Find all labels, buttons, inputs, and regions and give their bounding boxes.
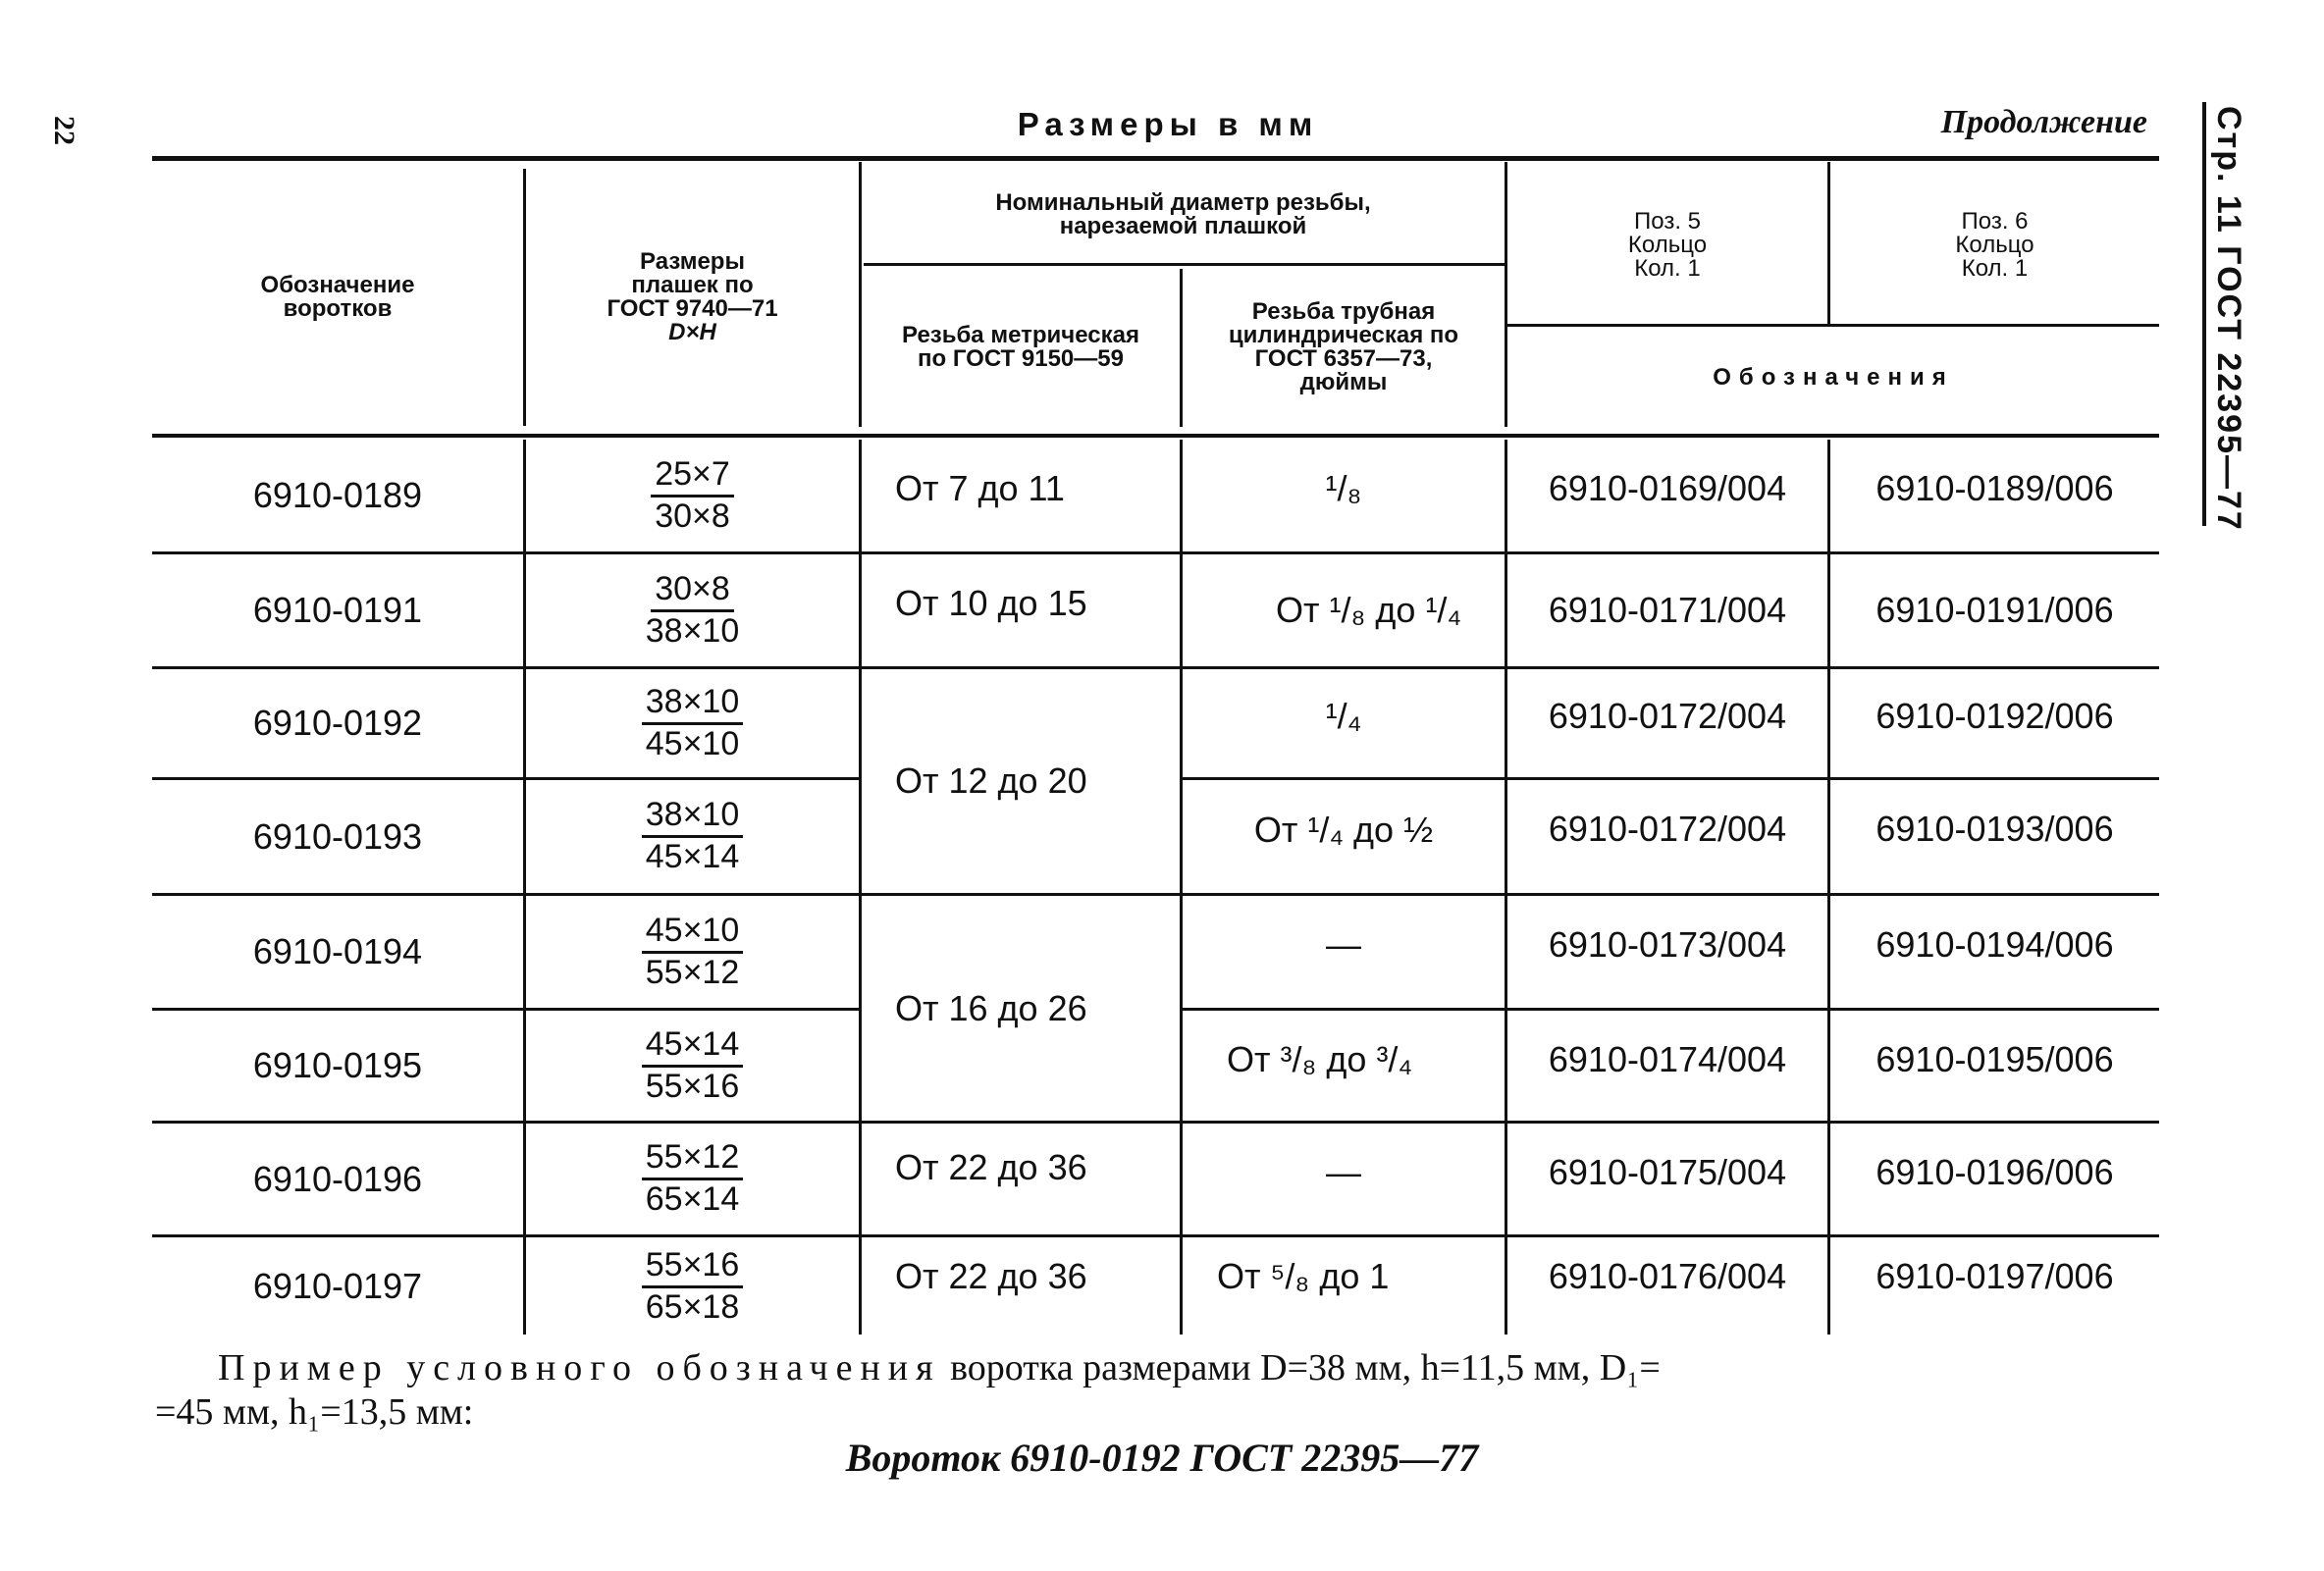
table-cell-pipe: — [1326, 924, 1361, 965]
table-cell-size [526, 554, 859, 666]
table-cell-pos5: 6910-0176/004 [1548, 1256, 1787, 1296]
header-nominal-diameter [862, 169, 1505, 261]
table-cell-size [526, 896, 859, 1008]
size-top: 38×10 [642, 798, 744, 838]
header-subrule [864, 263, 1506, 266]
table-cell-pos6: 6910-0192/006 [1875, 696, 2114, 736]
table-cell-pipe: От ¹/₄ до ½ [1253, 810, 1434, 850]
table-cell-pos6: 6910-0191/006 [1875, 590, 2114, 630]
table-cell-metric: От 16 до 26 [895, 987, 1087, 1028]
size-bottom: 65×14 [645, 1180, 740, 1218]
table-cell-pos5: 6910-0175/004 [1548, 1152, 1787, 1192]
table-cell-pos6: 6910-0194/006 [1875, 924, 2114, 965]
example-text-2: =45 мм, h₁=13,5 мм: [155, 1390, 474, 1433]
example-line-1 [218, 1346, 2141, 1390]
table-cell-metric: От 12 до 20 [895, 760, 1087, 801]
size-top: 38×10 [642, 685, 744, 725]
example-text-1: воротка размерами D=38 мм, h=11,5 мм, D₁= [950, 1347, 1661, 1388]
table-cell-pos6: 6910-0195/006 [1875, 1039, 2114, 1079]
table-cell-size [526, 1011, 859, 1121]
header-line: Размеры [640, 248, 745, 275]
table-cell-pos6: 6910-0197/006 [1875, 1256, 2114, 1296]
size-bottom: 45×10 [645, 724, 740, 762]
header-line: дюймы [1299, 369, 1388, 395]
header-line: D×H [668, 319, 716, 345]
size-bottom: 65×18 [645, 1287, 740, 1326]
table-cell-metric: От 22 до 36 [895, 1147, 1087, 1187]
size-top: 55×12 [642, 1140, 744, 1180]
table-cell-pipe: ¹/₈ [1325, 468, 1362, 508]
header-line: Поз. 6 [1961, 208, 2029, 235]
table-cell-designation: 6910-0189 [252, 475, 423, 515]
table-cell-pos6: 6910-0193/006 [1875, 809, 2114, 849]
table-cell-pipe: ¹/₄ [1325, 696, 1362, 736]
table-cell-size [526, 669, 859, 777]
continuation-label: Продолжение [1940, 104, 2147, 140]
table-cell-metric: От 22 до 36 [895, 1256, 1087, 1296]
size-top: 55×16 [642, 1248, 744, 1288]
table-cell-pipe: — [1326, 1152, 1361, 1192]
table-cell-designation: 6910-0193 [252, 815, 423, 857]
standard-side-label: Стр. 11 ГОСТ 22395—77 [2210, 106, 2247, 532]
size-bottom: 38×10 [645, 611, 740, 650]
header-line: Резьба метрическая [902, 322, 1139, 348]
table-cell-pos6: 6910-0189/006 [1875, 468, 2114, 508]
table-cell-pipe: От ³/₈ до ³/₄ [1227, 1039, 1413, 1079]
table-cell-designation: 6910-0191 [252, 590, 423, 630]
table-cell-size [526, 440, 859, 551]
size-bottom: 55×16 [645, 1067, 740, 1105]
header-designations: Обозначения [1713, 364, 1954, 391]
header-designation [152, 169, 523, 426]
table-cell-pos5: 6910-0169/004 [1548, 468, 1787, 508]
example-paragraph [155, 1346, 2141, 1435]
v-rule-body [859, 440, 862, 1335]
header-line: Кол. 1 [1961, 255, 2029, 282]
header-line: Резьба трубная [1251, 298, 1436, 325]
example-designation: Вороток 6910-0192 ГОСТ 22395—77 [845, 1436, 1479, 1480]
header-line: ГОСТ 6357—73, [1254, 345, 1433, 372]
table-cell-size [526, 780, 859, 893]
header-subrule-pos [1506, 324, 2159, 327]
size-top: 45×14 [642, 1027, 744, 1068]
size-top: 30×8 [651, 572, 734, 612]
header-pipe [1183, 269, 1505, 426]
table-cell-pos5: 6910-0172/004 [1548, 809, 1787, 849]
table-cell-pipe: От ¹/₈ до ¹/₄ [1276, 590, 1462, 630]
table-cell-pos5: 6910-0172/004 [1548, 696, 1787, 736]
table-cell-pos6: 6910-0196/006 [1875, 1152, 2114, 1192]
header-pos5 [1507, 169, 1827, 322]
header-line: плашек по [631, 272, 754, 298]
header-line: нарезаемой плашкой [1059, 213, 1307, 239]
table-cell-designation: 6910-0194 [252, 931, 423, 971]
header-line: цилиндрическая по [1228, 322, 1459, 348]
header-line: Поз. 5 [1633, 208, 1701, 235]
table-cell-designation: 6910-0195 [252, 1045, 423, 1085]
table-cell-designation: 6910-0192 [252, 703, 423, 743]
size-top: 45×10 [642, 914, 744, 954]
table-top-rule [152, 156, 2159, 161]
table-cell-designation: 6910-0196 [252, 1158, 423, 1199]
header-pos6 [1830, 169, 2159, 322]
table-cell-metric: От 10 до 15 [895, 583, 1087, 623]
table-header-rule [152, 434, 2159, 438]
table-cell-pos5: 6910-0173/004 [1548, 924, 1787, 965]
size-top: 25×7 [651, 457, 734, 497]
header-line: Номинальный диаметр резьбы, [995, 189, 1371, 216]
side-divider [2202, 102, 2206, 526]
header-line: Кольцо [1955, 232, 2034, 258]
size-bottom: 45×14 [645, 838, 740, 875]
header-line: Кол. 1 [1634, 255, 1701, 282]
example-lead: Пример условного обозначения [218, 1347, 941, 1388]
header-line: Обозначение [260, 272, 415, 298]
header-metric [862, 269, 1180, 426]
page-number: 22 [48, 116, 80, 145]
table-cell-pipe: От ⁵/₈ до 1 [1217, 1256, 1390, 1296]
header-line: ГОСТ 9740—71 [607, 295, 778, 322]
table-cell-pos5: 6910-0171/004 [1548, 590, 1787, 630]
table-cell-metric: От 7 до 11 [895, 468, 1065, 508]
header-sizes [526, 169, 859, 426]
table-cell-size [526, 1124, 859, 1234]
header-line: Кольцо [1627, 232, 1708, 258]
size-bottom: 30×8 [655, 497, 730, 535]
header-line: по ГОСТ 9150—59 [918, 345, 1124, 372]
header-line: воротков [283, 295, 393, 322]
size-bottom: 55×12 [645, 953, 740, 991]
table-cell-pos5: 6910-0174/004 [1548, 1039, 1787, 1079]
units-caption: Размеры в мм [1017, 106, 1319, 142]
table-cell-designation: 6910-0197 [252, 1266, 423, 1306]
table-cell-size [526, 1237, 859, 1335]
